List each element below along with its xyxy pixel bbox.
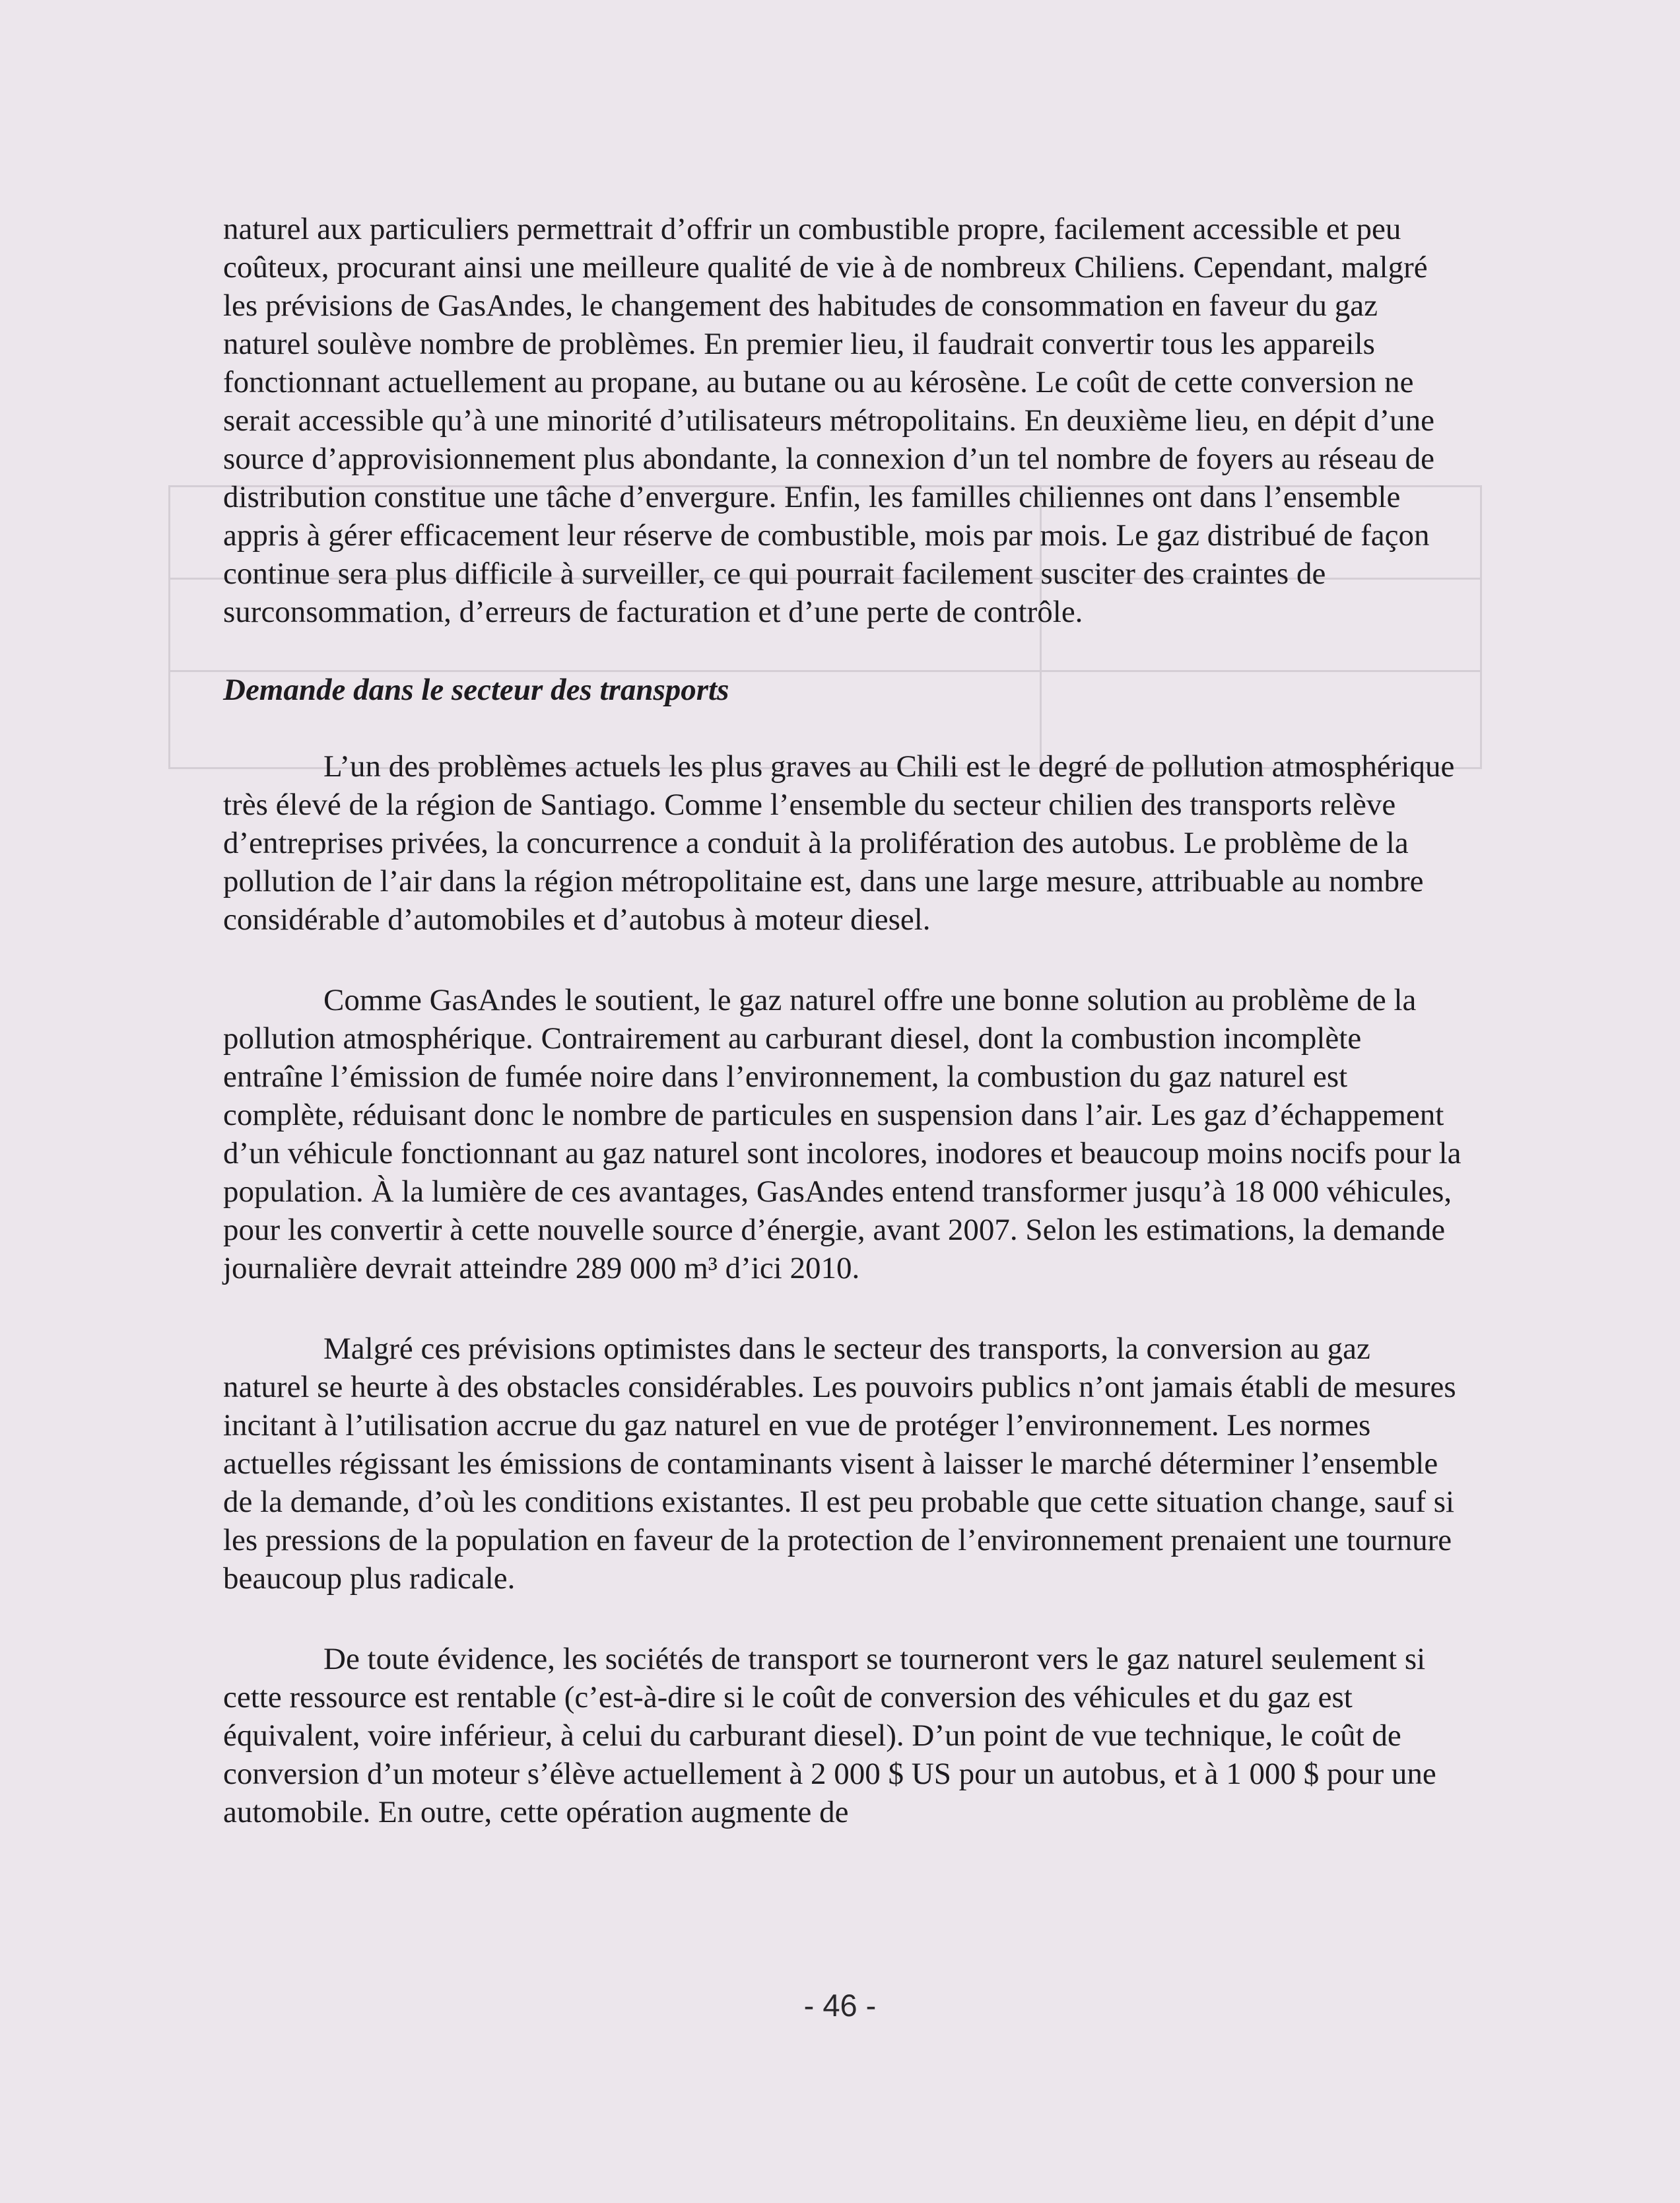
paragraph: L’un des problèmes actuels les plus graves au Chili est le degré de pollution atmosphérique très élevé de la région de Santiago. Comme l’ensemble du secteur chilien des transports relève d’entreprises privées, la concurrence a conduit à la prolifération des autobus. Le problème de la pollution de l’air dans la région métropolitaine est, dans une large mesure, attribuable au nombre considérable d’automobiles et d’autobus à moteur diesel. bbox=[223, 749, 1455, 937]
paragraph: Comme GasAndes le soutient, le gaz naturel offre une bonne solution au problème de la pollution atmosphérique. Contrairement au carburant diesel, dont la combustion incomplète entraîne l’émission de fumée noire dans l’environnement, la combustion du gaz naturel est complète, réduisant donc le nombre de particules en suspension dans l’air. Les gaz d’échappement d’un véhicule fonctionnant au gaz naturel sont incolores, inodores et beaucoup moins nocifs pour la population. À la lumière de ces avantages, GasAndes entend transformer jusqu’à 18 000 véhicules, pour les convertir à cette nouvelle source d’énergie, avant 2007. Selon les estimations, la demande journalière devrait atteindre 289 000 m³ d’ici 2010. bbox=[223, 983, 1462, 1285]
section-heading: Demande dans le secteur des transports bbox=[223, 673, 729, 707]
paragraph: Malgré ces prévisions optimistes dans le secteur des transports, la conversion au gaz naturel se heurte à des obstacles considérables. Les pouvoirs publics n’ont jamais établi de mesures incitant à l’utilisation accrue du gaz naturel en vue de protéger l’environnement. Les normes actuelles régissant les émissions de contaminants visent à laisser le marché déterminer l’ensemble de la demande, d’où les conditions existantes. Il est peu probable que cette situation change, sauf si les pressions de la population en faveur de la protection de l’environnement prenaient une tournure beaucoup plus radicale. bbox=[223, 1332, 1456, 1596]
body-text bbox=[223, 210, 1464, 1831]
ghost-rule bbox=[168, 485, 170, 769]
paragraph: De toute évidence, les sociétés de transport se tourneront vers le gaz naturel seulement si cette ressource est rentable (c’est-à-dire si le coût de conversion des véhicules et du gaz est équivalent, voire inférieur, à celui du carburant diesel). D’un point de vue technique, le coût de conversion d’un moteur s’élève actuellement à 2 000 $ US pour un autobus, et à 1 000 $ pour une automobile. En outre, cette opération augmente de bbox=[223, 1642, 1436, 1829]
ghost-rule bbox=[1480, 485, 1482, 769]
page-number: - 46 - bbox=[803, 1988, 877, 2023]
continuation-paragraph: naturel aux particuliers permettrait d’offrir un combustible propre, facilement accessible et peu coûteux, procurant ainsi une meilleure qualité de vie à de nombreux Chiliens. Cependant, malgré les prévisions de GasAndes, le changement des habitudes de consommation en faveur du gaz naturel soulève nombre de problèmes. En premier lieu, il faudrait convertir tous les appareils fonctionnant actuellement au propane, au butane ou au kérosène. Le coût de cette conversion ne serait accessible qu’à une minorité d’utilisateurs métropolitains. En deuxième lieu, en dépit d’une source d’approvisionnement plus abondante, la connexion d’un tel nombre de foyers au réseau de distribution constitue une tâche d’envergure. Enfin, les familles chiliennes ont dans l’ensemble appris à gérer efficacement leur réserve de combustible, mois par mois. Le gaz distribué de façon continue sera plus difficile à surveiller, ce qui pourrait facilement susciter des craintes de surconsommation, d’erreurs de facturation et d’une perte de contrôle. bbox=[223, 212, 1435, 629]
